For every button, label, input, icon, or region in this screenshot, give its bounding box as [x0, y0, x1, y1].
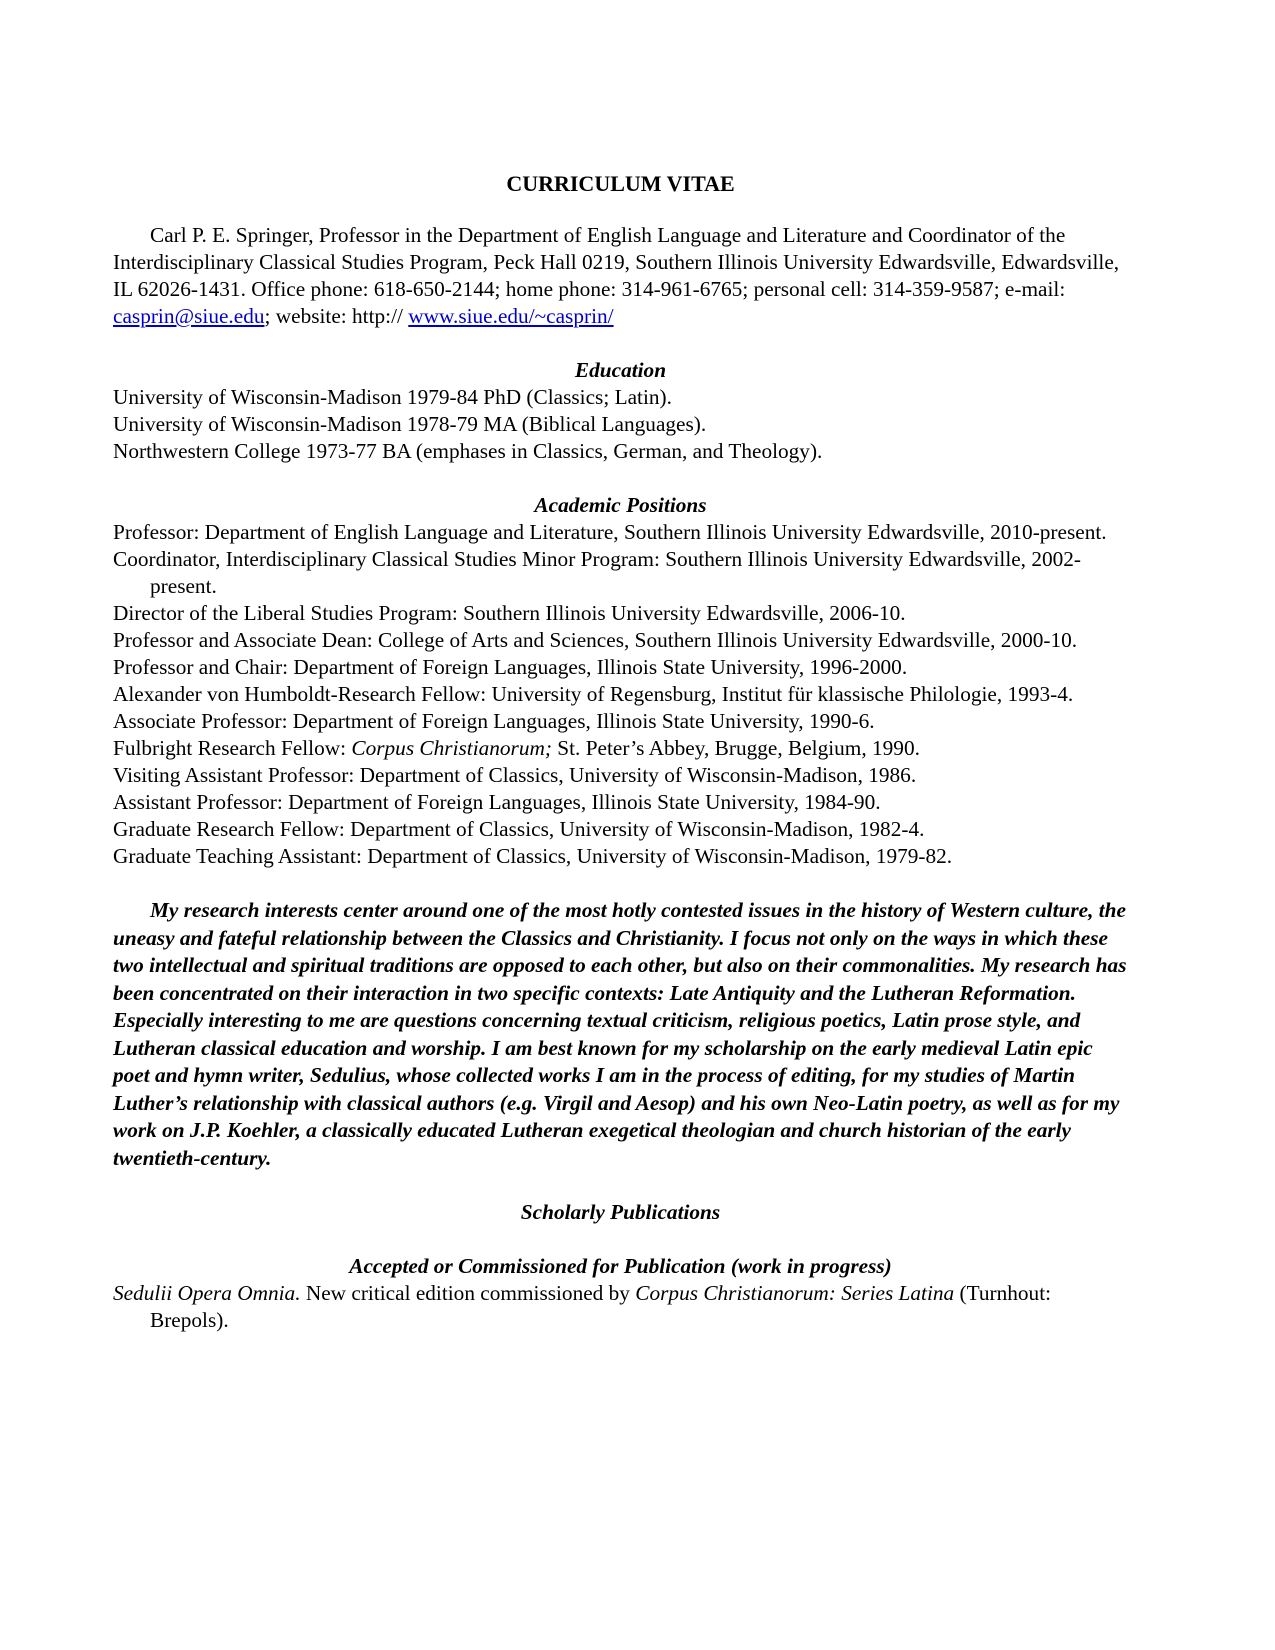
position-item: Graduate Teaching Assistant: Department of Classics, University of Wisconsin-Madison, 1979-82. [113, 844, 953, 868]
position-item: Professor: Department of English Language and Literature, Southern Illinois University Edwardsville, 2010-present. [113, 520, 1107, 544]
position-item: Director of the Liberal Studies Program: Southern Illinois University Edwardsville, 2006-10. [113, 601, 906, 625]
publication-mid: New critical edition commissioned by [300, 1281, 636, 1305]
education-list [113, 384, 1128, 465]
position-item: Alexander von Humboldt-Research Fellow: University of Regensburg, Institut für klassische Philologie, 1993-4. [113, 682, 1074, 706]
position-item: Coordinator, Interdisciplinary Classical Studies Minor Program: Southern Illinois University Edwardsville, 2002-present. [113, 547, 1082, 598]
position-item: Visiting Assistant Professor: Department of Classics, University of Wisconsin-Madison, 1986. [113, 763, 917, 787]
fulbright-italic: Corpus Christianorum; [351, 736, 552, 760]
positions-heading: Academic Positions [534, 493, 707, 517]
research-statement: My research interests center around one of the most hotly contested issues in the history of Western culture, the uneasy and fateful relationship between the Classics and Christianity. I focus not only on the ways in which these two intellectual and spiritual traditions are opposed to each other, but also on their commonalities. My research has been concentrated on their interaction in two specific contexts: Late Antiquity and the Lutheran Reformation. Especially interesting to me are questions concerning textual criticism, religious poetics, Latin prose style, and Lutheran classical education and worship. I am best known for my scholarship on the early medieval Latin epic poet and hymn writer, Sedulius, whose collected works I am in the process of editing, for my studies of Martin Luther’s relationship with classical authors (e.g. Virgil and Aesop) and his own Neo-Latin poetry, as well as for my work on J.P. Koehler, a classically educated Lutheran exegetical theologian and church historian of the early twentieth-century. [113, 898, 1127, 1170]
contact-paragraph [113, 222, 1128, 330]
publication-end: (Turnhout: Brepols). [150, 1281, 1052, 1332]
publications-subheading: Accepted or Commissioned for Publication (work in progress) [349, 1254, 892, 1278]
website-link[interactable]: www.siue.edu/~casprin/ [408, 304, 614, 328]
publication-title: Sedulii Opera Omnia. [113, 1281, 301, 1305]
education-item: University of Wisconsin-Madison 1978-79 MA (Biblical Languages). [113, 412, 707, 436]
position-item: Professor and Chair: Department of Foreign Languages, Illinois State University, 1996-2000. [113, 655, 908, 679]
cv-page [113, 170, 1128, 1334]
education-heading: Education [574, 358, 667, 382]
position-item: Graduate Research Fellow: Department of Classics, University of Wisconsin-Madison, 1982-4. [113, 817, 925, 841]
email-link[interactable]: casprin@siue.edu [113, 304, 265, 328]
page-title: CURRICULUM VITAE [506, 171, 735, 196]
position-item: Associate Professor: Department of Foreign Languages, Illinois State University, 1990-6. [113, 709, 875, 733]
position-item: Professor and Associate Dean: College of Arts and Sciences, Southern Illinois University Edwardsville, 2000-10. [113, 628, 1078, 652]
publication-series: Corpus Christianorum: Series Latina [635, 1281, 955, 1305]
website-prefix: ; website: http:// [264, 304, 409, 328]
fulbright-suffix: St. Peter’s Abbey, Brugge, Belgium, 1990. [551, 736, 920, 760]
publications-heading: Scholarly Publications [520, 1200, 721, 1224]
education-item: University of Wisconsin-Madison 1979-84 PhD (Classics; Latin). [113, 385, 672, 409]
fulbright-prefix: Fulbright Research Fellow: [113, 736, 352, 760]
position-item: Assistant Professor: Department of Foreign Languages, Illinois State University, 1984-90. [113, 790, 881, 814]
position-item-fulbright [113, 735, 1128, 762]
publication-entry [113, 1280, 1128, 1334]
contact-text: Carl P. E. Springer, Professor in the Department of English Language and Literature and Coordinator of the Interdisciplinary Classical Studies Program, Peck Hall 0219, Southern Illinois University Edwardsville, Edwardsville, IL 62026-1431. Office phone: 618-650-2144; home phone: 314-961-6765; personal cell: 314-359-9587; e-mail: [113, 223, 1120, 301]
positions-list [113, 519, 1128, 870]
education-item: Northwestern College 1973-77 BA (emphases in Classics, German, and Theology). [113, 439, 823, 463]
